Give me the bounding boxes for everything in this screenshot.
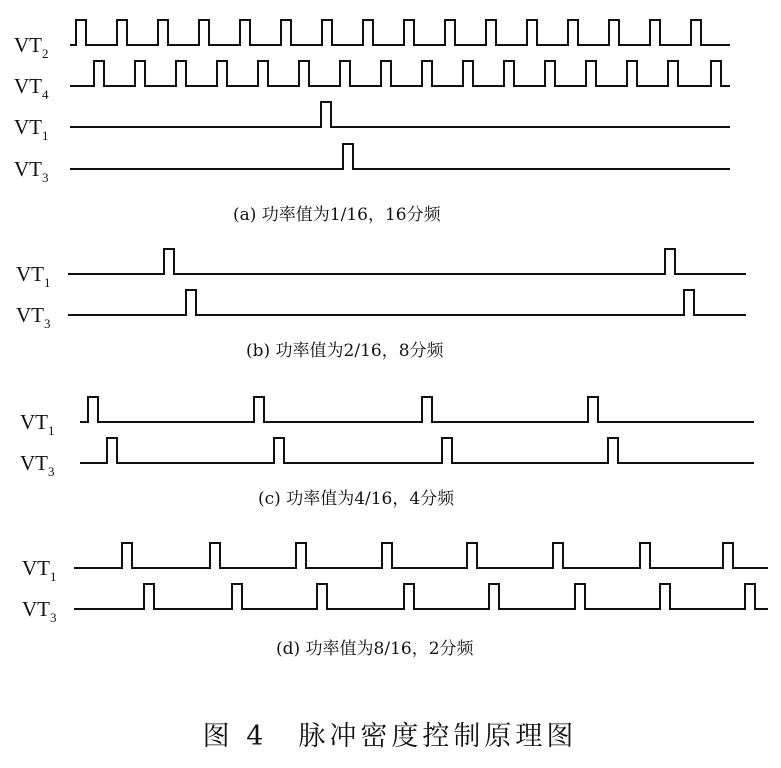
pulse-vt1-4 xyxy=(467,543,477,568)
waveform-vt1 xyxy=(80,397,754,422)
pulse-vt1-0 xyxy=(164,249,174,274)
pulse-vt4-12 xyxy=(586,61,596,86)
waveform-vt3 xyxy=(68,290,746,315)
waveform-vt1 xyxy=(74,543,768,568)
row-label-vt3 xyxy=(20,451,55,479)
pulse-vt1-3 xyxy=(588,397,598,422)
row-label-vt2 xyxy=(14,33,49,61)
pulse-vt1-0 xyxy=(88,397,98,422)
waveform-vt3 xyxy=(74,584,768,609)
row-label-subscript: 1 xyxy=(44,275,51,290)
pulse-vt2-5 xyxy=(281,20,291,45)
row-label-name: VT xyxy=(14,157,42,181)
pulse-vt4-13 xyxy=(627,61,637,86)
pulse-vt3-2 xyxy=(442,438,452,463)
pulse-vt4-15 xyxy=(711,61,721,86)
pulse-vt3-1 xyxy=(274,438,284,463)
pulse-vt4-0 xyxy=(94,61,104,86)
panel-c xyxy=(20,397,754,509)
row-label-name: VT xyxy=(14,115,42,139)
pulse-vt2-9 xyxy=(445,20,455,45)
row-label-name: VT xyxy=(14,74,42,98)
pulse-vt3-3 xyxy=(404,584,414,609)
pulse-vt2-11 xyxy=(527,20,537,45)
pulse-vt4-6 xyxy=(340,61,350,86)
pulse-vt3-1 xyxy=(684,290,694,315)
pulse-vt2-8 xyxy=(404,20,414,45)
pulse-vt2-15 xyxy=(691,20,701,45)
pulse-vt4-1 xyxy=(135,61,145,86)
row-label-subscript: 3 xyxy=(42,170,49,185)
pulse-vt3-7 xyxy=(745,584,755,609)
row-label-vt1 xyxy=(16,262,51,290)
panel-a xyxy=(14,20,730,225)
pulse-vt3-2 xyxy=(317,584,327,609)
row-label-subscript: 3 xyxy=(48,464,55,479)
row-label-name: VT xyxy=(20,451,48,475)
pulse-vt1-6 xyxy=(321,102,331,127)
row-label-vt4 xyxy=(14,74,49,102)
pulse-vt1-1 xyxy=(254,397,264,422)
pulse-vt2-2 xyxy=(158,20,168,45)
row-label-subscript: 1 xyxy=(50,569,57,584)
row-label-vt1 xyxy=(22,556,57,584)
row-label-vt3 xyxy=(22,597,57,625)
row-label-vt1 xyxy=(14,115,49,143)
waveform-vt4 xyxy=(70,61,730,86)
waveform-vt3 xyxy=(80,438,754,463)
pulse-vt1-1 xyxy=(210,543,220,568)
pulse-vt3-4 xyxy=(489,584,499,609)
row-label-vt1 xyxy=(20,410,55,438)
waveform-vt3 xyxy=(70,144,730,169)
pulse-vt3-1 xyxy=(232,584,242,609)
figure-title: 图 4 脉冲密度控制原理图 xyxy=(202,721,578,752)
row-label-name: VT xyxy=(16,303,44,327)
row-label-subscript: 1 xyxy=(48,423,55,438)
pulse-vt4-8 xyxy=(422,61,432,86)
row-label-name: VT xyxy=(22,556,50,580)
pulse-vt2-14 xyxy=(650,20,660,45)
pulse-vt1-3 xyxy=(382,543,392,568)
waveform-vt1 xyxy=(70,102,730,127)
pulse-vt2-0 xyxy=(76,20,86,45)
panel-caption-b: (b) 功率值为2/16，8分频 xyxy=(246,341,444,361)
row-label-vt3 xyxy=(14,157,49,185)
pulse-vt3-6 xyxy=(343,144,353,169)
pulse-vt2-12 xyxy=(568,20,578,45)
pulse-vt3-0 xyxy=(144,584,154,609)
pulse-vt3-3 xyxy=(608,438,618,463)
row-label-subscript: 2 xyxy=(42,46,49,61)
panel-caption-d: (d) 功率值为8/16，2分频 xyxy=(276,639,474,659)
pulse-vt1-0 xyxy=(122,543,132,568)
pulse-vt2-1 xyxy=(117,20,127,45)
pulse-vt2-10 xyxy=(486,20,496,45)
pulse-vt3-0 xyxy=(186,290,196,315)
pulse-vt4-10 xyxy=(504,61,514,86)
row-label-name: VT xyxy=(16,262,44,286)
pulse-vt2-7 xyxy=(363,20,373,45)
pulse-vt1-2 xyxy=(422,397,432,422)
waveform-vt1 xyxy=(68,249,746,274)
pulse-vt4-5 xyxy=(299,61,309,86)
row-label-name: VT xyxy=(20,410,48,434)
pulse-vt4-14 xyxy=(668,61,678,86)
row-label-subscript: 1 xyxy=(42,128,49,143)
pulse-vt2-4 xyxy=(240,20,250,45)
pulse-vt4-2 xyxy=(176,61,186,86)
pulse-vt4-4 xyxy=(258,61,268,86)
pulse-vt3-5 xyxy=(575,584,585,609)
pulse-vt4-3 xyxy=(217,61,227,86)
pulse-vt1-2 xyxy=(296,543,306,568)
pulse-vt2-6 xyxy=(322,20,332,45)
pulse-vt3-0 xyxy=(107,438,117,463)
pulse-vt1-6 xyxy=(640,543,650,568)
waveform-vt2 xyxy=(70,20,730,45)
pulse-vt2-13 xyxy=(609,20,619,45)
pulse-vt1-5 xyxy=(553,543,563,568)
panel-caption-a: (a) 功率值为1/16，16分频 xyxy=(233,205,441,225)
pulse-vt1-7 xyxy=(723,543,733,568)
panel-caption-c: (c) 功率值为4/16，4分频 xyxy=(258,489,455,509)
row-label-vt3 xyxy=(16,303,51,331)
row-label-name: VT xyxy=(22,597,50,621)
panel-b xyxy=(16,249,746,361)
pulse-vt4-9 xyxy=(463,61,473,86)
row-label-subscript: 4 xyxy=(42,87,49,102)
pulse-vt3-6 xyxy=(660,584,670,609)
pulse-vt2-3 xyxy=(199,20,209,45)
pulse-vt4-7 xyxy=(381,61,391,86)
panel-d xyxy=(22,543,768,659)
row-label-name: VT xyxy=(14,33,42,57)
pulse-vt4-11 xyxy=(545,61,555,86)
row-label-subscript: 3 xyxy=(44,316,51,331)
row-label-subscript: 3 xyxy=(50,610,57,625)
pulse-vt1-1 xyxy=(665,249,675,274)
